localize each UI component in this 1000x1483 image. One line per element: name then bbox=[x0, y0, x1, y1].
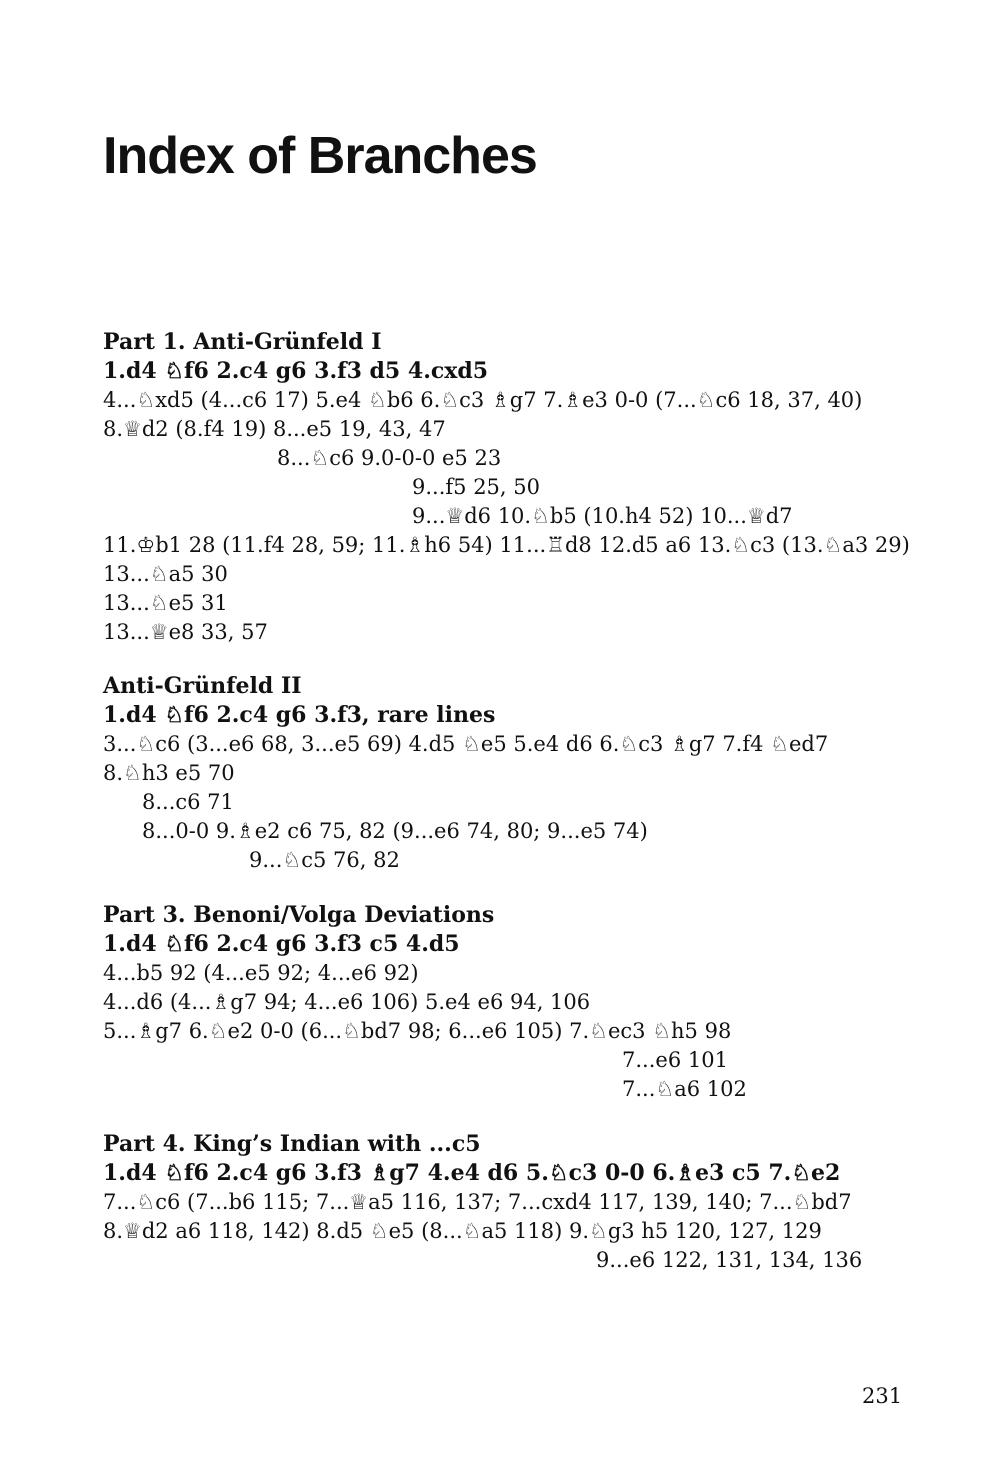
index-entry-line: 8.♘h3 e5 70 bbox=[103, 761, 235, 785]
index-entry-line: 9...♘c5 76, 82 bbox=[249, 848, 400, 872]
section-heading-line: 1.d4 ♘f6 2.c4 g6 3.f3 ♗g7 4.e4 d6 5.♘c3 0-0 6.♗e3 c5 7.♘e2 bbox=[103, 1160, 841, 1186]
index-entry-line: 7...♘a6 102 bbox=[622, 1077, 747, 1101]
index-entry-line: 5...♗g7 6.♘e2 0-0 (6...♘bd7 98; 6...e6 105) 7.♘ec3 ♘h5 98 bbox=[103, 1019, 732, 1043]
index-entry-line: 9...e6 122, 131, 134, 136 bbox=[596, 1248, 863, 1272]
index-entry-line: 13...♘e5 31 bbox=[103, 591, 228, 615]
section-heading-line: 1.d4 ♘f6 2.c4 g6 3.f3 d5 4.cxd5 bbox=[103, 358, 489, 384]
page-title: Index of Branches bbox=[103, 127, 537, 185]
index-entry-line: 4...♘xd5 (4...c6 17) 5.e4 ♘b6 6.♘c3 ♗g7 7.♗e3 0-0 (7...♘c6 18, 37, 40) bbox=[103, 388, 863, 412]
index-entry-line: 4...d6 (4...♗g7 94; 4...e6 106) 5.e4 e6 94, 106 bbox=[103, 990, 591, 1014]
part2-section bbox=[103, 672, 963, 875]
index-entry-line: 7...e6 101 bbox=[622, 1048, 728, 1072]
index-entry-line: 8.♕d2 (8.f4 19) 8...e5 19, 43, 47 bbox=[103, 417, 446, 441]
part4-section bbox=[103, 1130, 963, 1275]
section-heading-line: 1.d4 ♘f6 2.c4 g6 3.f3 c5 4.d5 bbox=[103, 931, 460, 957]
section-heading-line: Part 1. Anti-Grünfeld I bbox=[103, 329, 382, 355]
section-heading-line: Part 3. Benoni/Volga Deviations bbox=[103, 902, 495, 928]
index-entry-line: 4...b5 92 (4...e5 92; 4...e6 92) bbox=[103, 961, 419, 985]
index-entry-line: 8...c6 71 bbox=[142, 790, 234, 814]
part3-section bbox=[103, 901, 963, 1104]
index-entry-line: 9...♕d6 10.♘b5 (10.h4 52) 10...♕d7 bbox=[412, 504, 793, 528]
index-entry-line: 9...f5 25, 50 bbox=[412, 475, 540, 499]
index-entry-line: 7...♘c6 (7...b6 115; 7...♕a5 116, 137; 7...cxd4 117, 139, 140; 7...♘bd7 bbox=[103, 1190, 852, 1214]
section-heading-line: 1.d4 ♘f6 2.c4 g6 3.f3, rare lines bbox=[103, 702, 496, 728]
section-heading-line: Part 4. King’s Indian with ...c5 bbox=[103, 1131, 481, 1157]
index-entry-line: 8...0-0 9.♗e2 c6 75, 82 (9...e6 74, 80; 9...e5 74) bbox=[142, 819, 648, 843]
index-entry-line: 13...♕e8 33, 57 bbox=[103, 620, 268, 644]
section-heading-line: Anti-Grünfeld II bbox=[103, 673, 302, 699]
part1-section bbox=[103, 328, 963, 647]
index-entry-line: 13...♘a5 30 bbox=[103, 562, 228, 586]
index-entry-line: 8.♕d2 a6 118, 142) 8.d5 ♘e5 (8...♘a5 118) 9.♘g3 h5 120, 127, 129 bbox=[103, 1219, 822, 1243]
page-number: 231 bbox=[862, 1384, 903, 1408]
index-entry-line: 11.♔b1 28 (11.f4 28, 59; 11.♗h6 54) 11...♖d8 12.d5 a6 13.♘c3 (13.♘a3 29) bbox=[103, 533, 910, 557]
index-entry-line: 8...♘c6 9.0-0-0 e5 23 bbox=[277, 446, 502, 470]
index-entry-line: 3...♘c6 (3...e6 68, 3...e5 69) 4.d5 ♘e5 5.e4 d6 6.♘c3 ♗g7 7.f4 ♘ed7 bbox=[103, 732, 829, 756]
